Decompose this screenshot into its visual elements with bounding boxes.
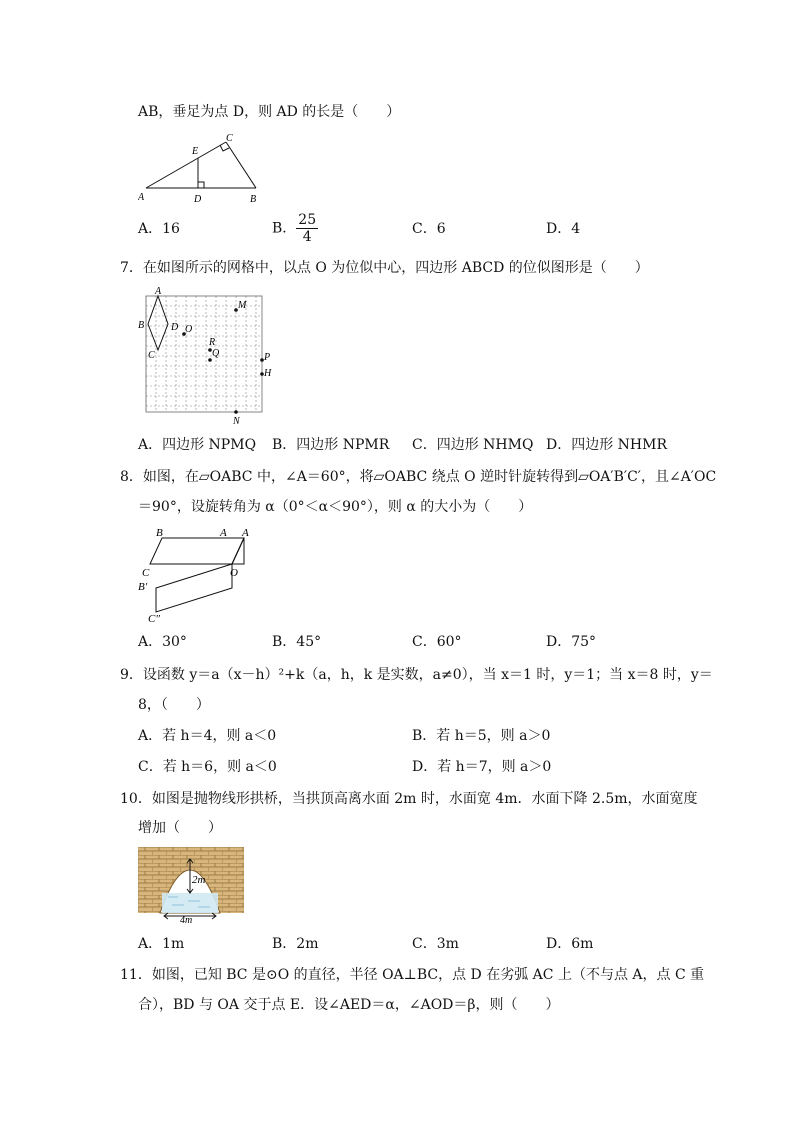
q8-label-a-prime: A	[242, 527, 249, 539]
q7-label-m: M	[238, 300, 247, 311]
q7-option-d: D．四边形 NHMR	[546, 437, 668, 453]
q6-stem: AB，垂足为点 D，则 AD 的长是（ ）	[138, 104, 401, 120]
q7-option-b: B．四边形 NPMR	[272, 437, 390, 453]
q7-label-c: C	[148, 350, 155, 361]
q7-label-b: B	[138, 320, 145, 331]
q9-stem-line-1: 9．设函数 y＝a（x－h）²+k（a，h，k 是实数，a≠0），当 x＝1 时，y＝1；当 x＝8 时，y＝	[120, 667, 713, 683]
q10-width-label: 4m	[180, 915, 193, 923]
q7-label-d: D	[171, 322, 179, 333]
q10-option-a: A．1m	[138, 936, 185, 952]
q6-option-d: D．4	[546, 221, 581, 237]
q6-triangle-figure	[138, 130, 268, 208]
q6-label-e: E	[192, 146, 199, 157]
q10-stem-line-1: 10．如图是抛物线形拱桥，当拱顶高离水面 2m 时，水面宽 4m．水面下降 2.5m，水面宽度	[120, 791, 698, 807]
q8-label-b-prime: B′	[138, 581, 148, 593]
q7-grid-figure	[136, 284, 278, 426]
q8-option-c: C．60°	[412, 634, 462, 650]
q6-option-b-denominator: 4	[302, 229, 312, 245]
q6-option-b-numerator: 25	[298, 212, 317, 228]
q8-label-a: A	[220, 527, 227, 539]
q7-label-p: P	[264, 352, 271, 363]
q9-option-b: B．若 h＝5，则 a＞0	[412, 728, 551, 744]
q7-label-o: O	[185, 324, 193, 335]
q8-label-c: C	[142, 567, 150, 579]
q7-option-a: A．四边形 NPMQ	[138, 437, 257, 453]
q10-option-b: B．2m	[272, 936, 319, 952]
q6-option-b	[272, 212, 318, 245]
q8-label-o: O	[230, 567, 238, 579]
q10-option-d: D．6m	[546, 936, 594, 952]
q11-stem-line-2: 合），BD 与 OA 交于点 E．设∠AED＝α，∠AOD＝β，则（ ）	[138, 997, 560, 1013]
q9-option-d: D．若 h＝7，则 a＞0	[412, 759, 552, 775]
q8-option-b: B．45°	[272, 634, 322, 650]
q6-option-b-fraction	[296, 212, 318, 245]
q8-option-d: D．75°	[546, 634, 597, 650]
q10-arch-bridge-figure	[138, 847, 244, 923]
q7-label-a: A	[155, 286, 162, 297]
q9-stem-line-2: 8，（ ）	[138, 697, 210, 713]
q9-option-c: C．若 h＝6，则 a＜0	[138, 759, 277, 775]
q7-stem: 7．在如图所示的网格中，以点 O 为位似中心，四边形 ABCD 的位似图形是（ ）	[120, 260, 649, 276]
q7-label-q: Q	[212, 348, 220, 359]
q9-option-a: A．若 h＝4，则 a＜0	[138, 728, 277, 744]
q8-label-b: B	[156, 527, 163, 539]
q6-label-b: B	[250, 194, 257, 205]
q10-stem-line-2: 增加（ ）	[138, 820, 222, 836]
q7-label-h: H	[264, 368, 272, 379]
q6-option-c: C．6	[412, 221, 446, 237]
q10-option-c: C．3m	[412, 936, 459, 952]
q11-stem-line-1: 11．如图，已知 BC 是⊙O 的直径，半径 OA⊥BC，点 D 在劣弧 AC 上（不与点 A，点 C 重	[120, 967, 705, 983]
q6-label-a: A	[138, 192, 145, 203]
q7-label-r: R	[209, 337, 216, 348]
q7-option-c: C．四边形 NHMQ	[412, 437, 534, 453]
q8-stem-line-2: ＝90°，设旋转角为 α（0°＜α＜90°），则 α 的大小为（ ）	[138, 499, 533, 515]
q7-label-n: N	[233, 416, 240, 426]
q8-option-a: A．30°	[138, 634, 187, 650]
q8-label-c-prime: C″	[148, 613, 160, 625]
q6-label-d: D	[194, 194, 202, 205]
q8-parallelogram-figure	[134, 524, 258, 626]
q8-stem-line-1: 8．如图，在▱OABC 中，∠A＝60°，将▱OABC 绕点 O 逆时针旋转得到▱OA′B′C′，且∠A′OC	[120, 469, 717, 485]
q6-label-c: C	[226, 133, 233, 144]
q6-option-a: A．16	[138, 221, 180, 237]
q6-option-b-prefix: B．	[272, 220, 297, 237]
q10-height-label: 2m	[192, 874, 206, 886]
